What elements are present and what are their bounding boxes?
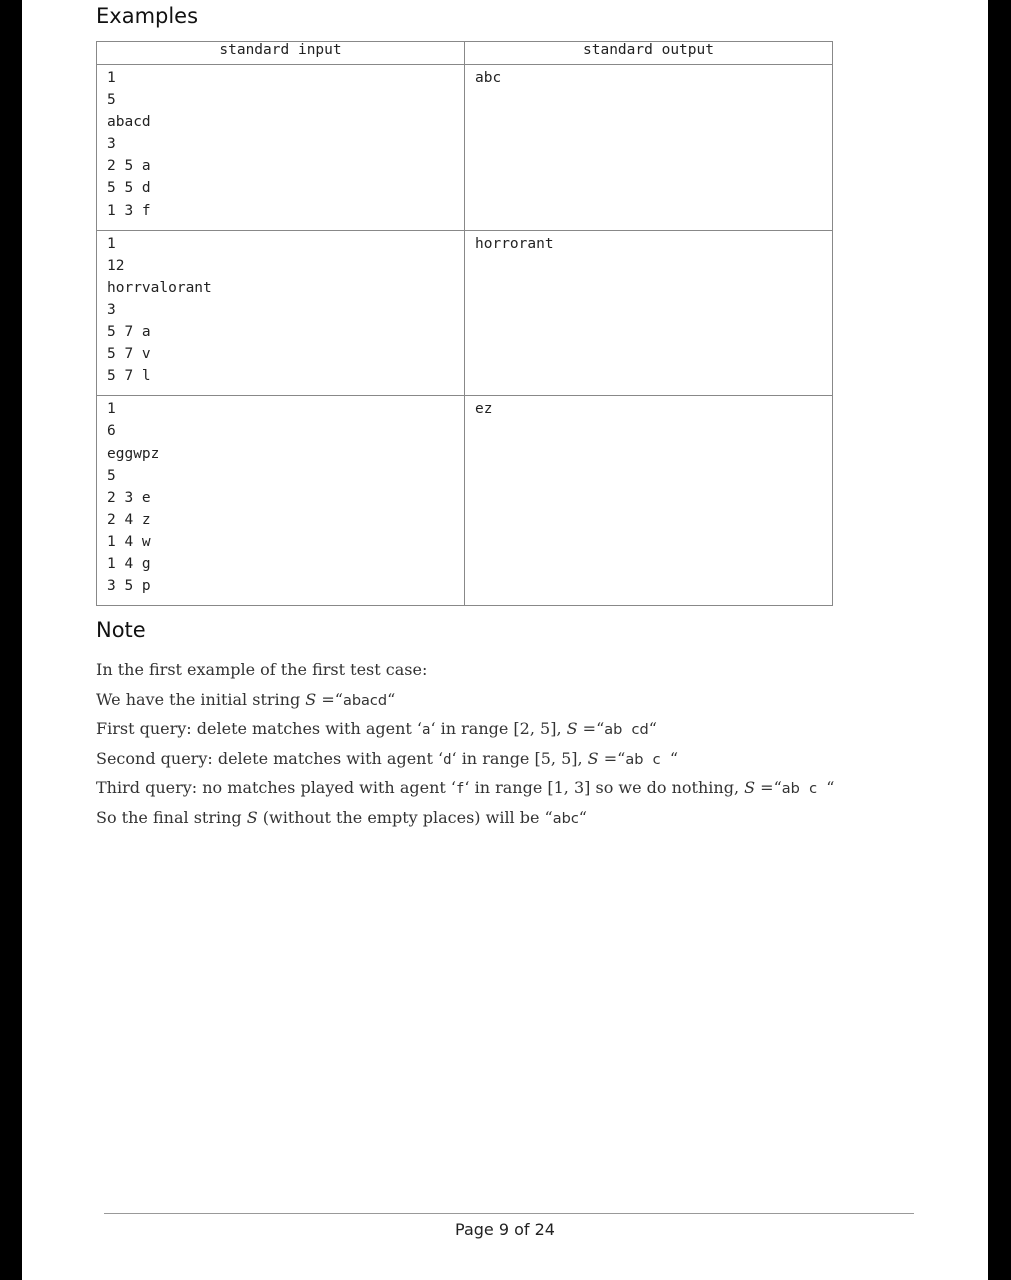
input-line: 2 3 e (107, 489, 151, 506)
output-line: ez (475, 401, 493, 418)
page-number: Page 9 of 24 (455, 1220, 555, 1239)
note-text: “ (387, 689, 396, 709)
input-cell (97, 396, 465, 606)
note-text: ‘ in range [1, 3] so we do nothing, (464, 778, 745, 798)
input-line: 3 (107, 136, 116, 153)
input-line: 5 7 l (107, 368, 151, 385)
examples-table (96, 41, 833, 606)
input-line: abacd (107, 114, 151, 131)
output-cell (465, 396, 833, 606)
note-text: “ (669, 748, 678, 768)
input-cell (97, 230, 465, 396)
note-text: d (443, 751, 452, 768)
example-row (97, 65, 833, 231)
output-line: horrorant (475, 235, 554, 252)
examples-heading: Examples (96, 4, 199, 28)
note-line (96, 744, 834, 774)
note-text: ‘ in range [5, 5], (451, 748, 588, 768)
note-line (96, 655, 834, 685)
note-line (96, 714, 834, 744)
note-text: “ (648, 719, 657, 739)
input-line: 1 (107, 235, 116, 252)
input-line: 12 (107, 257, 125, 274)
note-text: S (246, 807, 258, 827)
input-cell (97, 65, 465, 231)
note-text: ‘ in range [2, 5], (430, 719, 567, 739)
note-text: ab cd (604, 722, 649, 739)
note-text: a (422, 722, 431, 739)
input-line: 5 (107, 92, 116, 109)
footer-divider (104, 1213, 914, 1214)
input-line: 1 3 f (107, 202, 151, 219)
output-line: abc (475, 70, 502, 86)
note-text: Third query: no matches played with agent ‘ (96, 778, 456, 798)
output-cell (465, 65, 833, 231)
input-line: 5 7 a (107, 324, 151, 341)
input-line: horrvalorant (107, 279, 212, 296)
note-text: We have the initial string (96, 689, 306, 709)
note-text: First query: delete matches with agent ‘ (96, 719, 423, 739)
note-line (96, 803, 834, 833)
input-line: 1 (107, 401, 116, 418)
note-text: abacd (342, 692, 388, 709)
note-line (96, 773, 834, 803)
note-text: S (566, 719, 578, 739)
note-text: f (455, 781, 465, 798)
input-line: 3 5 p (107, 578, 151, 595)
note-heading: Note (96, 618, 146, 642)
note-text: =“ (316, 689, 343, 709)
note-text: =“ (755, 778, 782, 798)
input-line: 6 (107, 423, 116, 440)
document-page (22, 0, 988, 1280)
note-text: abc (552, 810, 579, 827)
note-text: So the final string (96, 807, 247, 827)
input-line: 3 (107, 301, 116, 318)
example-row (97, 396, 833, 606)
input-line: 5 (107, 467, 116, 484)
table-header-row (97, 42, 833, 65)
example-row (97, 230, 833, 396)
note-text: In the first example of the first test case: (96, 660, 428, 679)
note-body (96, 655, 834, 833)
note-text: “ (826, 778, 835, 798)
note-text: =“ (577, 719, 605, 739)
input-line: 5 5 d (107, 180, 151, 197)
input-column-header: standard input (97, 42, 465, 65)
note-text: ab c (625, 751, 670, 768)
input-line: 5 7 v (107, 346, 151, 363)
note-text: S (744, 778, 756, 798)
input-line: 2 4 z (107, 511, 151, 528)
note-text: S (587, 748, 599, 768)
input-line: 2 5 a (107, 158, 151, 175)
note-text: “ (578, 807, 587, 827)
output-column-header: standard output (465, 42, 833, 65)
output-cell (465, 230, 833, 396)
note-text: S (305, 689, 317, 709)
input-line: 1 4 g (107, 556, 151, 573)
note-text: Second query: delete matches with agent ‘ (96, 748, 444, 768)
note-text: ab c (781, 781, 827, 798)
input-line: 1 (107, 70, 116, 86)
note-line (96, 685, 834, 715)
note-text: (without the empty places) will be “ (257, 807, 553, 827)
input-line: 1 4 w (107, 533, 151, 550)
note-text: =“ (598, 748, 626, 768)
input-line: eggwpz (107, 445, 160, 462)
